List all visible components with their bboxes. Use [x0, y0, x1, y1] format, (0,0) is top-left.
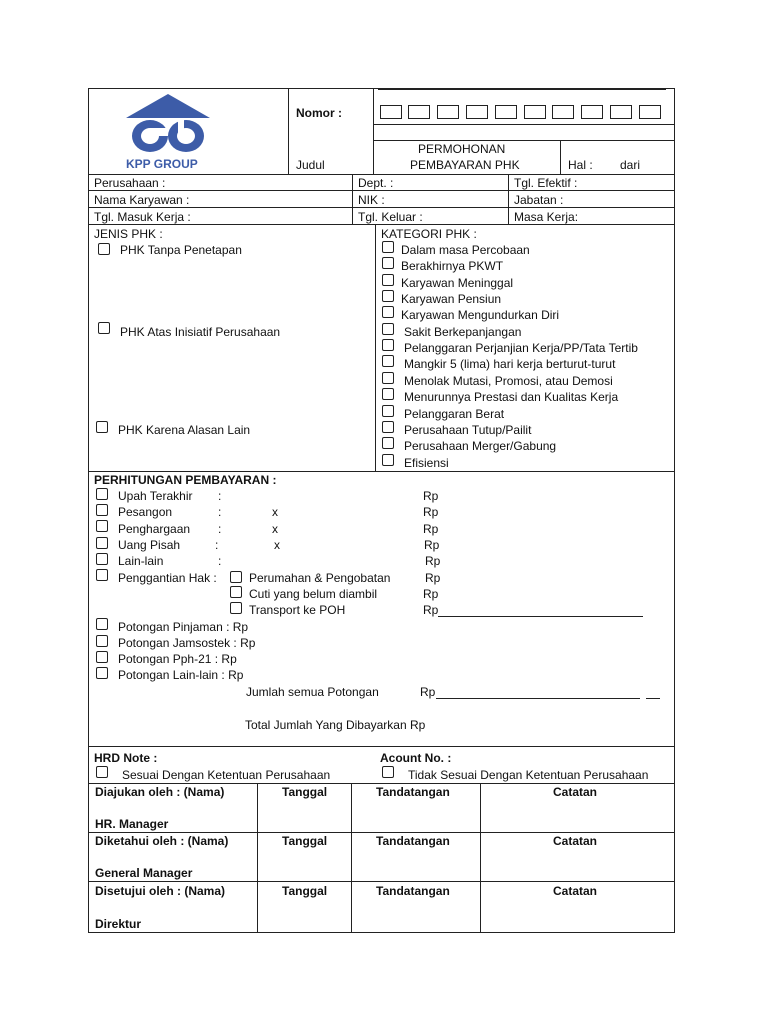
nomor-cell[interactable]	[552, 105, 574, 119]
frame-right	[674, 88, 675, 932]
frame-bottom	[88, 932, 675, 933]
nomor-cell[interactable]	[581, 105, 603, 119]
kategori-item: Sakit Berkepanjangan	[404, 325, 522, 339]
nomor-cell[interactable]	[610, 105, 632, 119]
kategori-checkbox[interactable]	[382, 372, 394, 384]
tandatangan-header: Tandatangan	[376, 884, 450, 898]
calc-checkbox[interactable]	[96, 504, 108, 516]
masa-kerja-label: Masa Kerja:	[514, 210, 579, 224]
calc-rp: Rp	[425, 554, 441, 568]
kategori-item: Perusahaan Merger/Gabung	[404, 439, 557, 453]
kategori-checkbox[interactable]	[382, 421, 394, 433]
calc-colon: :	[215, 538, 219, 552]
calc-label: Pesangon	[118, 505, 173, 519]
calc-colon: :	[218, 489, 222, 503]
kategori-checkbox[interactable]	[382, 355, 394, 367]
kategori-checkbox[interactable]	[382, 454, 394, 466]
kategori-item: Karyawan Meninggal	[401, 276, 514, 290]
kategori-item: Pelanggaran Perjanjian Kerja/PP/Tata Tertib	[404, 341, 638, 355]
kategori-item: Karyawan Mengundurkan Diri	[401, 308, 560, 322]
calc-checkbox[interactable]	[96, 520, 108, 532]
calc-x: x	[274, 538, 280, 552]
potongan-checkbox[interactable]	[96, 635, 108, 647]
nomor-cell[interactable]	[639, 105, 661, 119]
calc-colon: :	[218, 505, 222, 519]
frame-left	[88, 88, 89, 932]
pengganti-item: Transport ke POH	[249, 603, 346, 617]
kategori-checkbox[interactable]	[382, 290, 394, 302]
nomor-cell[interactable]	[408, 105, 430, 119]
sesuai-checkbox[interactable]	[96, 766, 108, 778]
tidak-sesuai-label: Tidak Sesuai Dengan Ketentuan Perusahaan	[408, 768, 649, 782]
tanggal-header: Tanggal	[282, 785, 328, 799]
potongan-label: Potongan Pinjaman : Rp	[118, 620, 249, 634]
pengganti-item: Perumahan & Pengobatan	[249, 571, 391, 585]
pengganti-checkbox[interactable]	[230, 571, 242, 583]
jenis-item: PHK Atas Inisiatif Perusahaan	[120, 325, 281, 339]
nomor-cell[interactable]	[380, 105, 402, 119]
approval-label: Disetujui oleh : (Nama)	[95, 884, 226, 898]
nomor-cell[interactable]	[524, 105, 546, 119]
divider	[352, 174, 353, 224]
jumlah-label: Jumlah semua Potongan	[246, 685, 379, 699]
catatan-header: Catatan	[553, 834, 598, 848]
title-line-2: PEMBAYARAN PHK	[410, 158, 520, 172]
catatan-header: Catatan	[553, 884, 598, 898]
kategori-item: Efisiensi	[404, 456, 449, 470]
pengganti-checkbox[interactable]	[230, 602, 242, 614]
tgl-keluar-label: Tgl. Keluar :	[358, 210, 423, 224]
calc-label: Penghargaan	[118, 522, 191, 536]
calc-rp: Rp	[423, 489, 439, 503]
divider	[257, 783, 258, 932]
nama-karyawan-label: Nama Karyawan :	[94, 193, 190, 207]
potongan-label: Potongan Pph-21 : Rp	[118, 652, 237, 666]
divider	[508, 174, 509, 224]
kategori-checkbox[interactable]	[382, 241, 394, 253]
tgl-masuk-label: Tgl. Masuk Kerja :	[94, 210, 191, 224]
divider	[88, 190, 674, 191]
divider	[378, 89, 666, 90]
pengganti-label: Penggantian Hak :	[118, 571, 217, 585]
jumlah-underline[interactable]	[436, 698, 640, 699]
calc-checkbox[interactable]	[96, 488, 108, 500]
perusahaan-label: Perusahaan :	[94, 176, 166, 190]
divider	[88, 207, 674, 208]
calc-rp: Rp	[423, 603, 439, 617]
calc-label: Lain-lain	[118, 554, 164, 568]
kategori-checkbox[interactable]	[382, 388, 394, 400]
potongan-checkbox[interactable]	[96, 667, 108, 679]
calc-rp: Rp	[423, 522, 439, 536]
approval-role: HR. Manager	[95, 817, 169, 831]
pengganti-item: Cuti yang belum diambil	[249, 587, 378, 601]
divider	[373, 124, 674, 125]
calc-checkbox[interactable]	[96, 553, 108, 565]
calc-colon: :	[218, 554, 222, 568]
total-label: Total Jumlah Yang Dibayarkan Rp	[245, 718, 426, 732]
divider	[480, 783, 481, 932]
calc-label: Upah Terakhir	[118, 489, 193, 503]
potongan-checkbox[interactable]	[96, 618, 108, 630]
dept-label: Dept. :	[358, 176, 394, 190]
divider	[88, 783, 674, 784]
catatan-header: Catatan	[553, 785, 598, 799]
approval-label: Diajukan oleh : (Nama)	[95, 785, 225, 799]
calc-rp: Rp	[425, 571, 441, 585]
divider	[88, 471, 674, 472]
tanggal-header: Tanggal	[282, 884, 328, 898]
calc-label: Uang Pisah	[118, 538, 181, 552]
tidak-sesuai-checkbox[interactable]	[382, 766, 394, 778]
divider	[88, 174, 674, 175]
jenis-checkbox[interactable]	[98, 322, 110, 334]
calc-rp: Rp	[423, 505, 439, 519]
kategori-item: Dalam masa Percobaan	[401, 243, 530, 257]
divider	[373, 140, 674, 141]
kategori-item: Menolak Mutasi, Promosi, atau Demosi	[404, 374, 613, 388]
kategori-item: Karyawan Pensiun	[401, 292, 502, 306]
perhitungan-title: PERHITUNGAN PEMBAYARAN :	[94, 473, 277, 487]
divider	[375, 224, 376, 471]
kategori-checkbox[interactable]	[382, 437, 394, 449]
jumlah-rp: Rp	[420, 685, 436, 699]
calc-colon: :	[218, 522, 222, 536]
kategori-item: Pelanggaran Berat	[404, 407, 505, 421]
divider	[88, 224, 674, 225]
jenis-phk-title: JENIS PHK :	[94, 227, 163, 241]
calc-checkbox[interactable]	[96, 537, 108, 549]
kategori-item: Menurunnya Prestasi dan Kualitas Kerja	[404, 390, 619, 404]
kategori-item: Mangkir 5 (lima) hari kerja berturut-turut	[404, 357, 616, 371]
nik-label: NIK :	[358, 193, 385, 207]
jenis-item: PHK Tanpa Penetapan	[120, 243, 242, 257]
calc-x: x	[272, 522, 278, 536]
divider	[373, 88, 374, 174]
jumlah-underline-short	[646, 698, 660, 699]
jabatan-label: Jabatan :	[514, 193, 564, 207]
kategori-item: Berakhirnya PKWT	[401, 259, 504, 273]
tgl-efektif-label: Tgl. Efektif :	[514, 176, 578, 190]
nomor-cell[interactable]	[437, 105, 459, 119]
approval-role: General Manager	[95, 866, 193, 880]
divider	[560, 140, 561, 174]
transport-underline[interactable]	[438, 616, 643, 617]
judul-label: Judul	[296, 158, 325, 172]
kategori-checkbox[interactable]	[382, 274, 394, 286]
logo-caption: KPP GROUP	[126, 157, 198, 171]
divider	[351, 783, 352, 932]
kpp-logo-icon	[122, 92, 214, 158]
calc-checkbox[interactable]	[96, 569, 108, 581]
tanggal-header: Tanggal	[282, 834, 328, 848]
acount-label: Acount No. :	[380, 751, 452, 765]
divider	[88, 832, 674, 833]
hrd-note-label: HRD Note :	[94, 751, 158, 765]
tandatangan-header: Tandatangan	[376, 785, 450, 799]
tandatangan-header: Tandatangan	[376, 834, 450, 848]
jenis-checkbox[interactable]	[98, 243, 110, 255]
calc-x: x	[272, 505, 278, 519]
divider	[88, 881, 674, 882]
kategori-checkbox[interactable]	[382, 257, 394, 269]
kategori-phk-title: KATEGORI PHK :	[381, 227, 477, 241]
approval-role: Direktur	[95, 917, 142, 931]
kategori-checkbox[interactable]	[382, 339, 394, 351]
approval-label: Diketahui oleh : (Nama)	[95, 834, 229, 848]
nomor-label: Nomor :	[296, 106, 342, 120]
nomor-cell[interactable]	[495, 105, 517, 119]
jenis-item: PHK Karena Alasan Lain	[118, 423, 251, 437]
potongan-label: Potongan Jamsostek : Rp	[118, 636, 256, 650]
potongan-checkbox[interactable]	[96, 651, 108, 663]
calc-rp: Rp	[423, 587, 439, 601]
nomor-field[interactable]	[380, 105, 667, 119]
nomor-cell[interactable]	[466, 105, 488, 119]
kategori-checkbox[interactable]	[382, 405, 394, 417]
dari-label: dari	[620, 158, 641, 172]
jenis-checkbox[interactable]	[96, 421, 108, 433]
calc-rp: Rp	[424, 538, 440, 552]
kategori-checkbox[interactable]	[382, 323, 394, 335]
divider	[288, 88, 289, 174]
kategori-checkbox[interactable]	[382, 306, 394, 318]
potongan-label: Potongan Lain-lain : Rp	[118, 668, 244, 682]
sesuai-label: Sesuai Dengan Ketentuan Perusahaan	[122, 768, 331, 782]
hal-label: Hal :	[568, 158, 593, 172]
pengganti-checkbox[interactable]	[230, 586, 242, 598]
title-line-1: PERMOHONAN	[418, 142, 506, 156]
divider	[88, 746, 674, 747]
kategori-item: Perusahaan Tutup/Pailit	[404, 423, 532, 437]
